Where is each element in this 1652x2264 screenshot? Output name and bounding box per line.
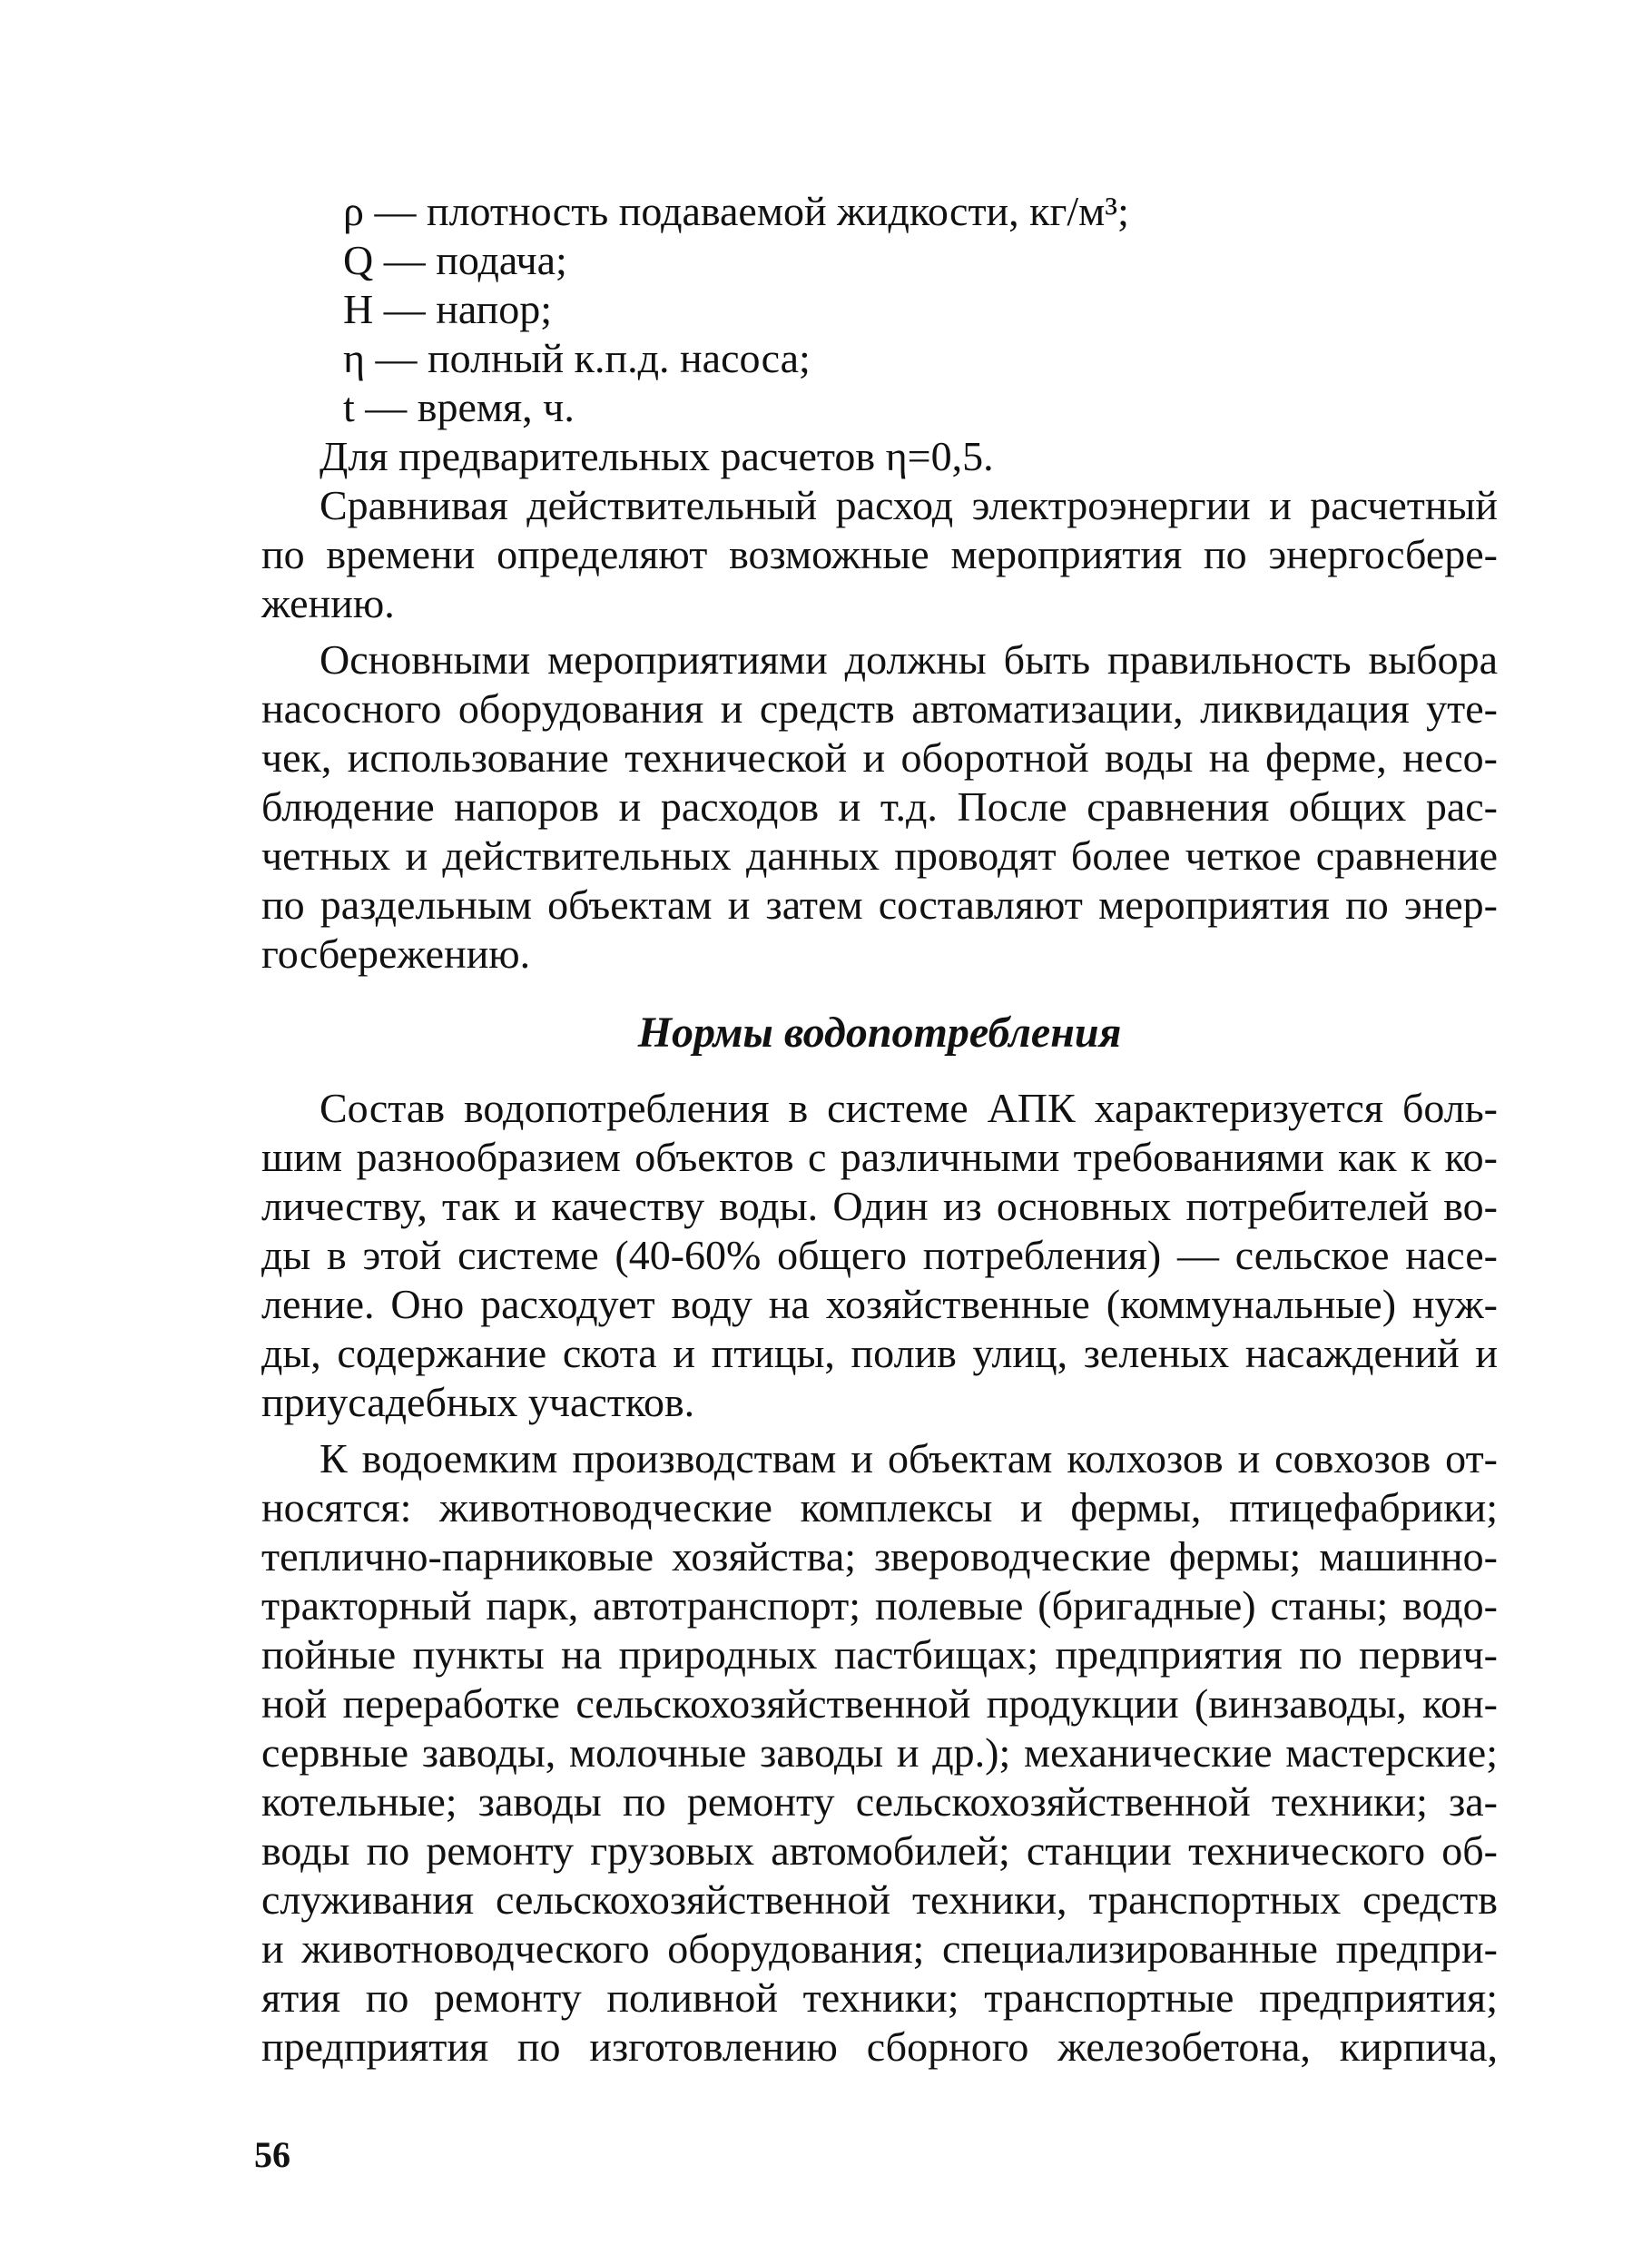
paragraph-composition-line: ды, содержание скота и птицы, полив улиц, зеленых насаждений и: [261, 1330, 1498, 1376]
paragraph-measures-line: четных и действительных данных проводят более четкое сравнение: [261, 832, 1498, 879]
paragraph-consumers-line: пойные пункты на природных пастбищах; предприятия по первич-: [261, 1631, 1498, 1678]
paragraph-comparison-line: жению.: [261, 580, 395, 626]
paragraph-preliminary: Для предварительных расчетов η=0,5.: [320, 433, 994, 479]
paragraph-composition-line: Состав водопотребления в системе АПК характеризуется боль-: [320, 1085, 1498, 1131]
definition-time: t — время, ч.: [343, 384, 575, 430]
paragraph-measures-line: по раздельным объектам и затем составляют мероприятия по энер-: [261, 881, 1498, 928]
paragraph-consumers-line: и животноводческого оборудования; специализированные предпри-: [261, 1925, 1498, 1972]
paragraph-measures-line: чек, использование технической и оборотной воды на ферме, несо-: [261, 734, 1498, 781]
paragraph-consumers-line: ятия по ремонту поливной техники; транспортные предприятия;: [261, 1974, 1498, 2021]
paragraph-comparison-line: Сравнивая действительный расход электроэнергии и расчетный: [320, 482, 1498, 528]
paragraph-comparison-line: по времени определяют возможные мероприятия по энергосбере-: [261, 531, 1498, 577]
paragraph-consumers-line: служивания сельскохозяйственной техники, транспортных средств: [261, 1876, 1498, 1923]
section-heading: Нормы водопотребления: [637, 1009, 1122, 1057]
paragraph-composition-line: ды в этой системе (40-60% общего потребления) — сельское насе-: [261, 1232, 1498, 1278]
paragraph-composition-line: шим разнообразием объектов с различными требованиями как к ко-: [261, 1134, 1498, 1180]
paragraph-consumers-line: сервные заводы, молочные заводы и др.); механические мастерские;: [261, 1729, 1498, 1776]
paragraph-consumers-line: ной переработке сельскохозяйственной продукции (винзаводы, кон-: [261, 1680, 1498, 1727]
paragraph-measures-line: блюдение напоров и расходов и т.д. После сравнения общих рас-: [261, 783, 1498, 830]
paragraph-composition-line: приусадебных участков.: [261, 1379, 695, 1425]
paragraph-consumers-line: тракторный парк, автотранспорт; полевые (бригадные) станы; водо-: [261, 1582, 1498, 1629]
paragraph-measures-line: насосного оборудования и средств автоматизации, ликвидация уте-: [261, 685, 1498, 732]
paragraph-consumers-line: носятся: животноводческие комплексы и фермы, птицефабрики;: [261, 1484, 1498, 1531]
definition-flow: Q — подача;: [343, 237, 567, 283]
paragraph-measures-line: Основными мероприятиями должны быть правильность выбора: [320, 636, 1498, 683]
definition-density: ρ — плотность подаваемой жидкости, кг/м³;: [343, 188, 1129, 234]
paragraph-consumers-line: котельные; заводы по ремонту сельскохозяйственной техники; за-: [261, 1778, 1498, 1825]
paragraph-composition-line: личеству, так и качеству воды. Один из основных потребителей во-: [261, 1183, 1498, 1229]
paragraph-consumers-line: К водоемким производствам и объектам колхозов и совхозов от-: [320, 1435, 1498, 1481]
paragraph-consumers-line: воды по ремонту грузовых автомобилей; станции технического об-: [261, 1827, 1498, 1874]
paragraph-consumers-line: теплично-парниковые хозяйства; звероводческие фермы; машинно-: [261, 1533, 1498, 1580]
definition-head: H — напор;: [343, 286, 553, 332]
paragraph-composition-line: ление. Оно расходует воду на хозяйственные (коммунальные) нуж-: [261, 1281, 1498, 1327]
definition-efficiency: η — полный к.п.д. насоса;: [343, 335, 811, 381]
paragraph-measures-line: госбережению.: [261, 930, 531, 977]
paragraph-consumers-line: предприятия по изготовлению сборного железобетона, кирпича,: [261, 2023, 1498, 2070]
page-number: 56: [254, 2134, 290, 2175]
